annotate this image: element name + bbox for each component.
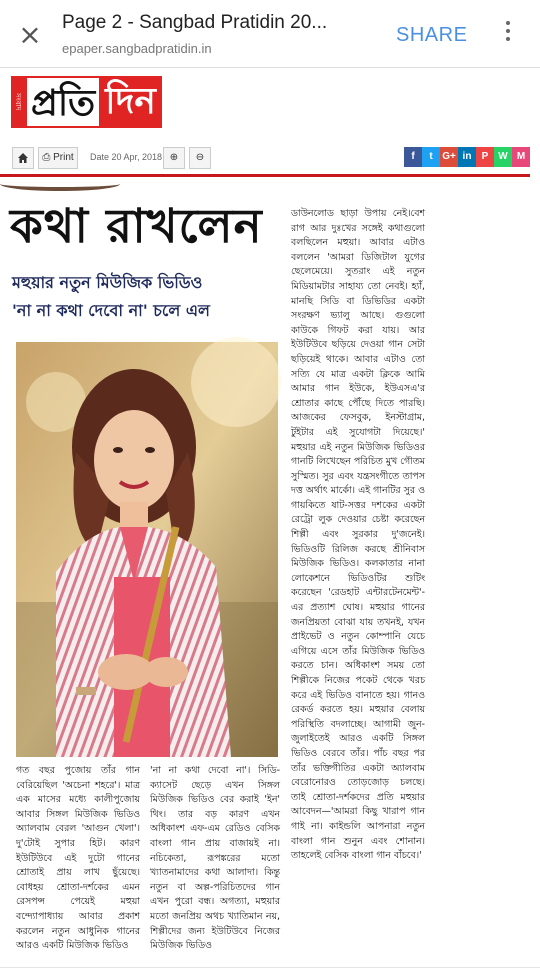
article-column-bottom-left: গত বছর পুজোয় তাঁর গান বেরিয়েছিল 'অচেনা শহরে'। মাত্র এক মাসের মধ্যে কালীপুজোয় আবার সিঙ্গল মিউজিক ভিডিও অ্যালবাম বেরল 'আগুন খেলা'। দু'টোই সুপার হিট। কারণ ইউটিউবে এই দুটো গানের শ্রোতাই প্রায় লাখ ছুঁয়েছে। বোধহয় শ্রোতা-দর্শকের এমন রেসপন্স পেয়েই মহুয়া বন্দ্যোপাধ্যায় আবার প্রকাশ করলেন নতুন আধুনিক গানের আরও একটি মিউজিক ভিডিও [16, 765, 140, 952]
zoom-out-icon: ⊖ [195, 152, 205, 163]
page-bottom-divider [0, 967, 540, 968]
facebook-share-icon[interactable]: f [404, 147, 422, 167]
logo-side-text: সংবাদ [11, 76, 25, 128]
logo-text-part2: দিন [99, 76, 162, 128]
pratidin-logo[interactable] [11, 76, 162, 128]
home-icon [17, 152, 29, 164]
twitter-share-icon[interactable]: t [422, 147, 440, 167]
article-headline: কথা রাখলেন [10, 199, 263, 254]
singer-photo [16, 342, 278, 757]
zoom-in-button[interactable] [163, 147, 185, 169]
printer-icon: ⎙ [42, 152, 51, 163]
linkedin-share-icon[interactable]: in [458, 147, 476, 167]
email-share-icon[interactable]: M [512, 147, 530, 167]
browser-app-bar [0, 0, 540, 68]
zoom-out-button[interactable] [189, 147, 211, 169]
subhead-line-1: মহুয়ার নতুন মিউজিক ভিডিও [12, 273, 203, 292]
share-button[interactable]: SHARE [396, 24, 468, 46]
masthead [0, 68, 540, 140]
edition-date: Date 20 Apr, 2018 [90, 152, 163, 162]
logo-text-part1: প্রতি [25, 76, 99, 128]
article-subhead [12, 269, 287, 325]
subhead-line-2: 'না না কথা দেবো না' চলে এল [12, 301, 210, 320]
epaper-toolbar [0, 144, 540, 172]
home-button[interactable] [12, 147, 34, 169]
page-url: epaper.sangbadpratidin.in [62, 41, 212, 56]
print-button[interactable] [38, 147, 78, 169]
print-label: Print [53, 152, 74, 163]
print-share-icon[interactable]: P [476, 147, 494, 167]
google-plus-share-icon[interactable]: G+ [440, 147, 458, 167]
article-clipping [0, 177, 540, 974]
zoom-in-icon: ⊕ [169, 152, 179, 163]
article-column-bottom-middle: 'না না কথা দেবো না'। সিডি-ক্যাসেট ছেড়ে এখন সিঙ্গল মিউজিক ভিডিও বের করাই 'ইন' থিং। তার বড় কারণ এখন অধিকাংশ এফ-এম রেডিও বেসিক বাংলা গান প্রায় বাজায়ই না। নচিকেতা, রূপঙ্করের মতো খ্যাতনামাদের কথা আলাদা। কিন্তু নতুন বা অল্প-পরিচিতদের গান এখন পুরো বন্ধ। অগত্যা, মহুয়ার মতো জনপ্রিয় অথচ খ্যাতিমান নয়, শিল্পীদের জন্য ইউটিউবে নিজের মিউজিক ভিডিও [150, 765, 280, 952]
whatsapp-share-icon[interactable]: W [494, 147, 512, 167]
decorative-curve [0, 177, 120, 191]
close-icon[interactable]: × [18, 18, 42, 51]
more-options-icon[interactable] [498, 18, 518, 48]
page-title: Page 2 - Sangbad Pratidin 20... [62, 12, 328, 33]
article-column-right: ডাউনলোড ছাড়া উপায় নেই।বেশ রাগ আর দুঃখের সঙ্গেই কথাগুলো বলছিলেন মহুয়া। আবার এটাও বললেন 'আমরা ডিজিটাল যুগের ছেলেমেয়ে। সুতরাং এই নতুন মিডিয়ামটার সাহায্য তো নেবই। হ্যাঁ, মানছি সিডি বা ডিভিডির একটা সংরক্ষণ ভ্যালু আছে। গুগুলো কাউকে গিফট করা যায়। আর ইউটিউবে ছড়িয়ে দেওয়া গান সেটা ছড়িয়েই থাকে। আবার এটাও তো সত্যি যে মাত্র একটা ক্লিকে আমি আমার গান ইউকে, ইউএসএ'র শ্রোতার কাছে পৌঁছে দিতে পারছি। আজকের ফেসবুক, ইনস্টাগ্রাম, টুইটার এই সুযোগটা দিয়েছে।' মহুয়ার এই নতুন মিউজিক ভিডিওর গানটি লিখেছেন পরিচিত মুখ গৌতম সুস্মিত। সুর এবং যন্ত্রসংগীতে তাপস দত্ত অর্থাৎ মার্কো। এই গানটির সুর ও গায়কিতে ষাট-সত্তর দশকের একটা রেট্রো লুক দেওয়ার চেষ্টা করেছেন শিল্পী এবং সুরকার দু'জনেই। ভিডিওটি রিলিজ করছে শ্রীনিবাস মিউজিক ভিডিও। কলকাতার নানা লোকেশনে ভিডিওটির শুটিং করেছেন 'রেডহাট এন্টারটেনমেন্ট'-এর প্রত্যাশ ঘোষ। মহুয়ার গানের জনপ্রিয়তা বোঝা যায় তখনই, যখন প্রাইভেট ও নতুন কোম্পানি যেচে এগিয়ে এসে তাঁর মিউজিক ভিডিও করতে চান। অধিকাংশ সময় তো শিল্পীকে নিজের পকেট থেকে খরচ করে এই ভিডিও বানাতে হয়। গানও রেকর্ড করতে হয়। মহুয়ার বেলায় পরিস্থিতি বদলাচ্ছে। আগামী জুন-জুলাইতেই আরও একটি সিঙ্গল ভিডিও বেরবে তাঁর। পাঁচ বছর পর তাঁর ভক্তিগীতির একটা অ্যালবাম বেরোনোরও তোড়জোড় চলছে। তাই শ্রোতা-দর্শকদের প্রতি মহুয়ার আবেদন—'আমরা কিছু খারাপ গান গাই না। কাইন্ডলি আপনারা নতুন বাংলা গান শুনুন এবং শোনান। তাহলেই বেসিক বাংলা গান বাঁচবে।' [291, 208, 426, 862]
